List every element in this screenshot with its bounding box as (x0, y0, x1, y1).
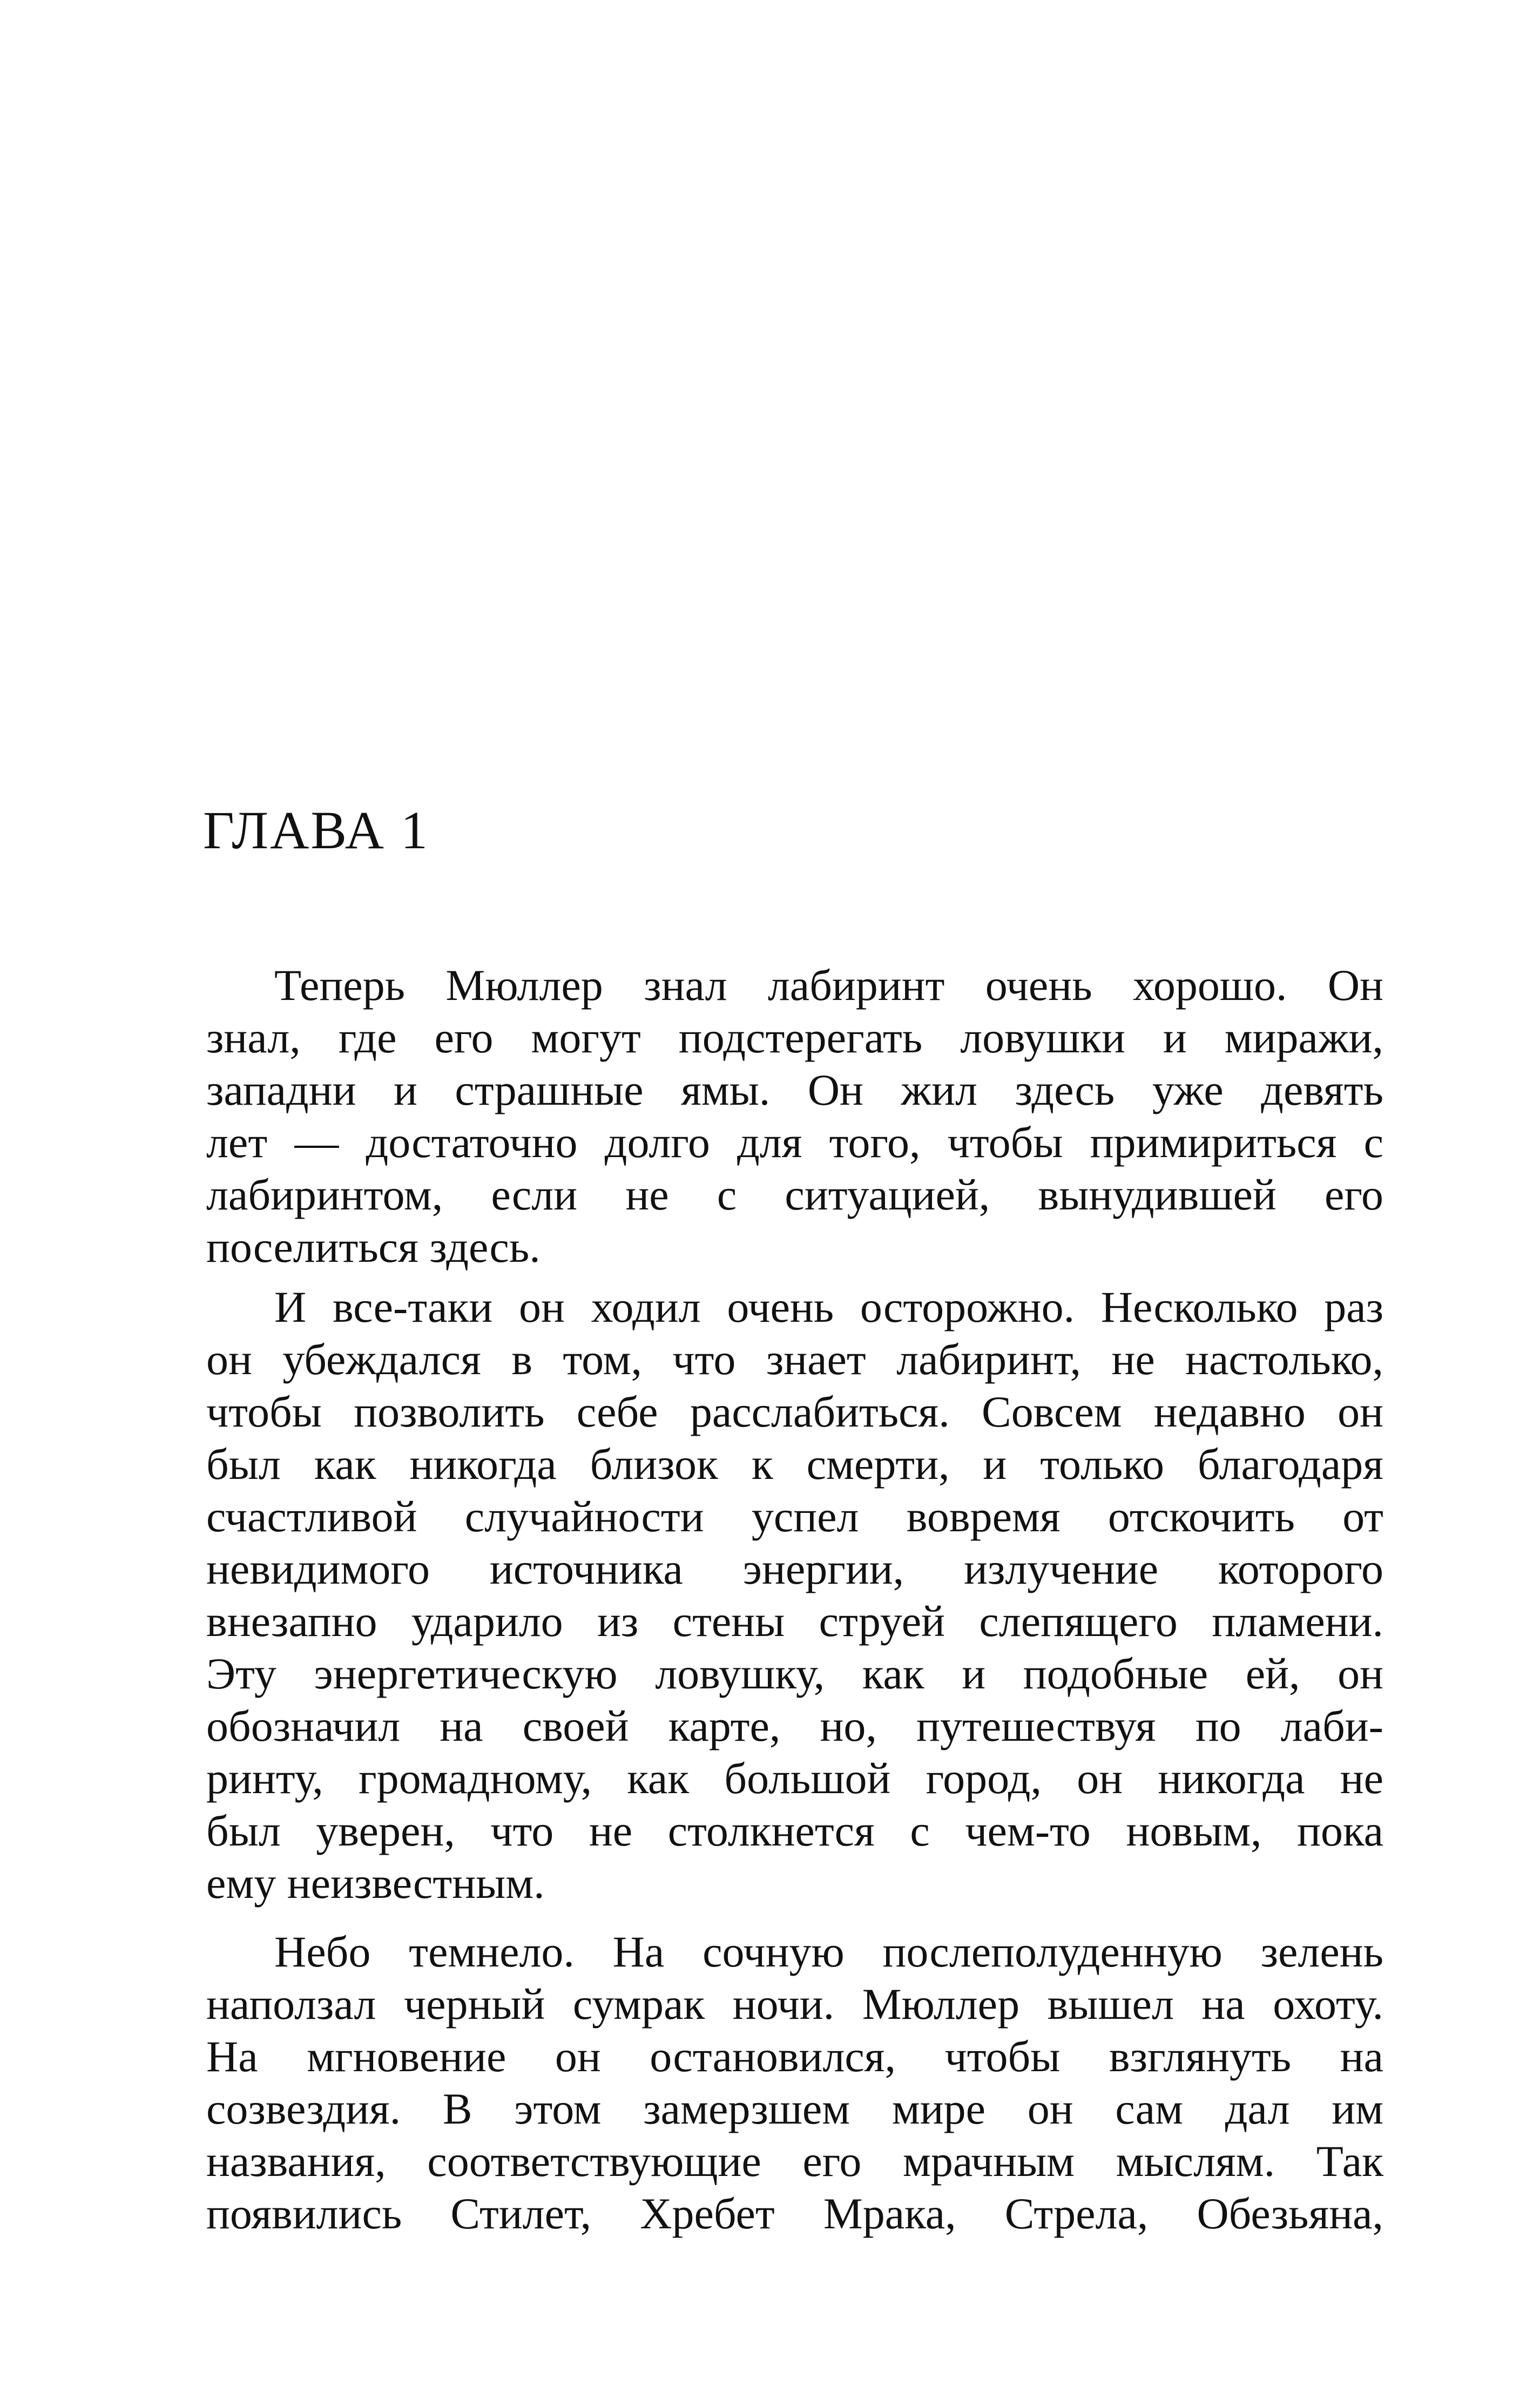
text-line: был уверен, что не столкнется с чем-то новым, пока (206, 1806, 1383, 1855)
text-line: На мгновение он остановился, чтобы взглянуть на (206, 2032, 1383, 2081)
text-line: И все-таки он ходил очень осторожно. Несколько раз (274, 1282, 1383, 1331)
text-line: ринту, громадному, как большой город, он никогда не (206, 1754, 1383, 1803)
text-line: обозначил на своей карте, но, путешествуя по лаби- (206, 1701, 1383, 1750)
chapter-title: ГЛАВА 1 (203, 800, 429, 860)
text-line: Эту энергетическую ловушку, как и подобные ей, он (206, 1649, 1383, 1698)
text-line: чтобы позволить себе расслабиться. Совсем недавно он (206, 1387, 1383, 1436)
text-line: Небо темнело. На сочную послеполуденную зелень (274, 1927, 1383, 1976)
text-line: созвездия. В этом замерзшем мире он сам дал им (206, 2084, 1383, 2133)
text-line: лабиринтом, если не с ситуацией, вынудившей его (206, 1170, 1383, 1219)
text-line: лет — достаточно долго для того, чтобы примириться с (206, 1118, 1383, 1167)
chapter-text (138, 959, 1383, 2240)
text-line: знал, где его могут подстерегать ловушки и миражи, (206, 1013, 1383, 1062)
text-line: внезапно ударило из стены струей слепящего пламени. (206, 1597, 1383, 1646)
text-line: названия, соответствующие его мрачным мыслям. Так (206, 2137, 1383, 2186)
text-line: он убеждался в том, что знает лабиринт, не настолько, (206, 1335, 1383, 1384)
text-line: невидимого источника энергии, излучение которого (206, 1544, 1383, 1593)
paragraph (138, 1281, 1383, 1909)
text-line: ему неизвестным. (206, 1858, 545, 1908)
paragraph (138, 1925, 1383, 2240)
text-line: Теперь Мюллер знал лабиринт очень хорошо. Он (274, 961, 1383, 1010)
text-line: поселиться здесь. (206, 1222, 541, 1272)
paragraph (138, 959, 1383, 1273)
text-line: появились Стилет, Хребет Мрака, Стрела, Обезьяна, (206, 2189, 1383, 2238)
text-line: наползал черный сумрак ночи. Мюллер вышел на охоту. (206, 1979, 1383, 2029)
text-line: счастливой случайности успел вовремя отскочить от (206, 1492, 1383, 1541)
text-line: западни и страшные ямы. Он жил здесь уже девять (206, 1065, 1383, 1114)
text-line: был как никогда близок к смерти, и только благодаря (206, 1439, 1383, 1489)
